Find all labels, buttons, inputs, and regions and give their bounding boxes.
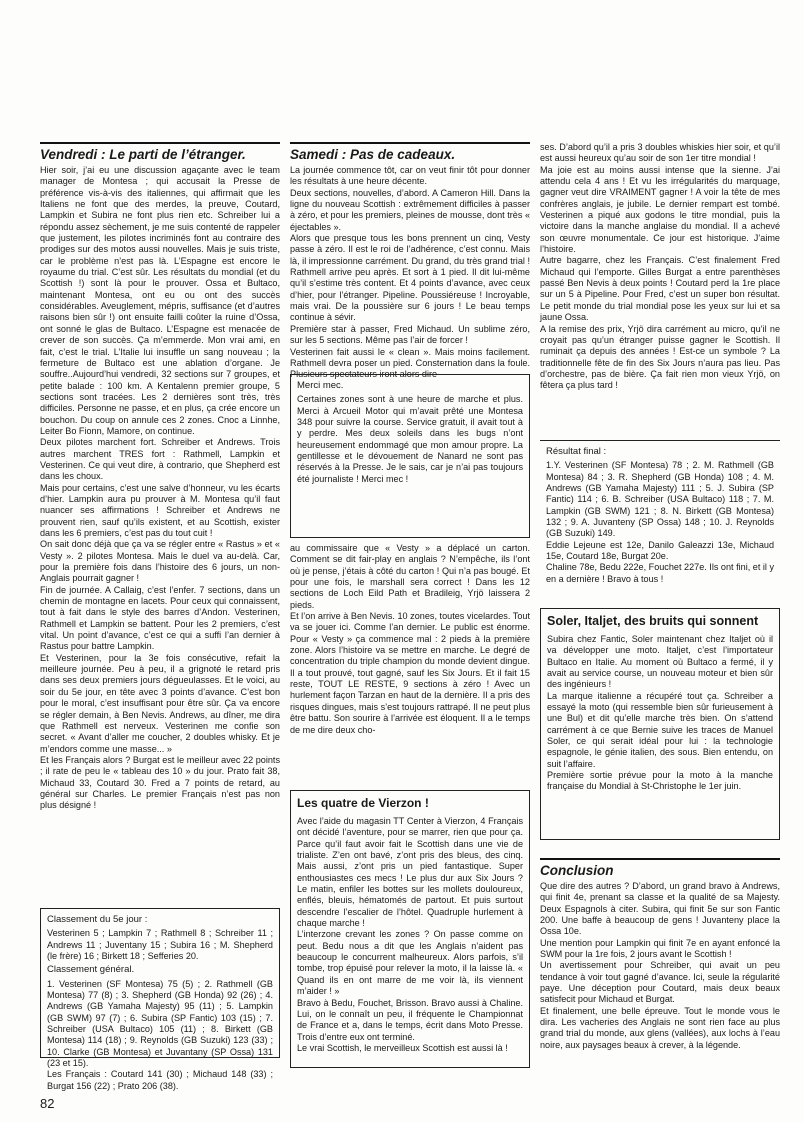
resultat-title: Résultat final : (546, 446, 607, 457)
paragraph: Mais pour certains, c’est une salve d’honneur, vu les écarts d’hier. Lampkin aura pu prouver à M. Montesa qu’il faut nuancer ses affirmations ! Schreiber et Andrews ne prouvent rien, sauf qu’ils existent, et au Scottish, exister dans les 6 premiers, c’est pas du tout cuit ! (40, 482, 280, 538)
merci-text: Certaines zones sont à une heure de marche et plus. Merci à Arcueil Motor qui m’avait prêté une Montesa 348 pour suivre la course. Service gratuit, il avait tout à y perdre. Mes deux soleils dans les bugs n’ont heureusement endommagé que mon amour propre. La gentillesse et le dévouement de Nanard ne sont pas réservés à la Presse. Je le sais, car je n’ai pas toujours été journaliste ! Merci mec ! (297, 394, 523, 484)
column-3 (540, 142, 780, 392)
soler-box (540, 608, 780, 840)
classement-box (40, 908, 280, 1091)
paragraph: Fin de journée. A Callaig, c’est l’enfer. 7 sections, dans un chemin de montagne en lacets. Pour ceux qui connaissent, tout à fait dans le style des barres d’Andon. Vesterinen, Rathmell et Lampkin se battent. Pour les 2 premiers, c’est vital. Un point d’avance, c’est ce qui a suffi l’an dernier à Rastus pour battre Lampkin. (40, 584, 280, 652)
paragraph: au commissaire que « Vesty » a déplacé un carton. Comment se dit fair-play en anglais ? N’empêche, ils l’ont où je pense, j’étais à côté du carton ! Qui n’a pas bougé. Et pour une fois, le marshall sera correct ! Dans les 12 sections de Loch Eild Path et Bradileig, Yrjö laissera 2 pieds. (290, 543, 530, 610)
vierzon-title: Les quatre de Vierzon ! (297, 796, 429, 810)
resultat-box (540, 440, 780, 594)
article-body-vendredi (40, 165, 280, 812)
paragraph: Le vrai Scottish, le merveilleux Scottish est aussi là ! (297, 1042, 508, 1053)
paragraph: Un avertissement pour Schreiber, qui avait un peu tendance à voir tout gagné d’avance. Ici, seule la régularité paye. Une déception pour Coutard, mais deux beaux satisfecit pour Michaud et Burgat. (540, 960, 780, 1005)
merci-title: Merci mec. (297, 380, 344, 391)
paragraph: La journée commence tôt, car on veut finir tôt pour donner les résultats à une heure décente. (290, 165, 530, 187)
page-number: 82 (40, 1096, 55, 1111)
paragraph: Ma joie est au moins aussi intense que la sienne. J’ai attendu cela 4 ans ! Et vu les irrégularités du marquage, gagner veut dire VRAIMENT gagner ! A voir la tête de mes confrères anglais, je jubile. Le dernier rempart est tombé. Vesterinen a piqué aux godons le titre mondial, puis la victoire dans la manche anglaise du mondial. Il a achevé son œuvre monumentale. Ce jour est historique. J’aime l’histoire. (540, 164, 780, 255)
vierzon-box (290, 790, 530, 1068)
paragraph: L’interzone crevant les zones ? On passe comme on peut. Bedu nous a dit que les Anglais n’aident pas beaucoup le concurrent malheureux. Alors parfois, s’il tombe, trop épuisé pour relever la moto, il la laisse là. « Quand ils en ont marre de me voir là, ils viennent m’aider ! » (297, 929, 523, 997)
paragraph: Que dire des autres ? D’abord, un grand bravo à Andrews, qui finit 4e, prenant sa classe et la qualité de sa Majesty. Deux Espagnols à citer. Subira, qui finit 5e sur son Fantic 200. Une baffe à beaucoup de gens ! Juvanteny place la Ossa 10e. (540, 881, 780, 937)
paragraph: Autre bagarre, chez les Français. C’est finalement Fred Michaud qui l’emporte. Gilles Burgat a entre parenthèses passé Ben Nevis à deux points ! Coutard perd la 1re place sur un 5 à Pipeline. Pour Fred, c’est un super bon résultat. Le petit monde du trial mondial pose les yeux sur lui et sa jaune Ossa. (540, 255, 780, 323)
paragraph: Alors que presque tous les bons prennent un cinq, Vesty passe à zéro. Il est le roi de l’adhérence, c’est connu. Mais là, il impressionne carrément. Du grand, du très grand trial ! Rathmell arrive peu après. Et sort à 1 pied. Il dit lui-même qu’il s’estime très content. Et 4 points d’avance, avec ceux d’hier, pour l’étranger. Pipeline. Poussiéreuse ! Incroyable, mais vrai. De la poussière sur 6 jours ! Le beau temps continue à sévir. (290, 233, 530, 323)
paragraph: Vesterinen fait aussi le « clean ». Mais moins facilement. Rathmell devra poser un pied. Consternation dans la foule. Plusieurs spectateurs iront alors dire (290, 346, 530, 380)
classement-day-text: Vesterinen 5 ; Lampkin 7 ; Rathmell 8 ; Schreiber 11 ; Andrews 11 ; Juventany 15 ; Subira 16 ; M. Shepherd (le frère) 16 ; Birkett 18 ; Sefferies 20. (47, 928, 273, 962)
paragraph: Et l’on arrive à Ben Nevis. 10 zones, toutes vicelardes. Tout va se jouer ici. Comme l’an dernier. Le public est énorme. Pour « Vesty » ça commence mal : 2 pieds à la première zone. Alors l’histoire va se mettre en marche. Le degré de concentration du triple champion du monde devient dingue. Il a tout prouvé, tout gagné, sauf les Six Jours. Et il fait 15 reste, TOUT LE RESTE, 9 sections à zéro ! Avec un hurlement façon Tarzan en haut de la dernière. Il a pris des risques dingues, mais s’est toujours rattrapé. Il ne peut plus être battu. Son sourire à l’arrivée est éloquent. Il a le temps de me dire deux cho- (290, 611, 530, 735)
paragraph: Et finalement, une belle épreuve. Tout le monde vous le dira. Les vacheries des Anglais ne sont rien face au plus grand trial du monde, aux glens (vallées), aux lochs à l’eau noire, aux paysages beaux à crever, à la légende. (540, 1005, 780, 1050)
merci-box (290, 374, 530, 538)
paragraph: A la remise des prix, Yrjö dira carrément au micro, qu’il ne croyait pas qu’un étranger puisse gagner le Scottish. Il ruminait ça depuis des années ! Est-ce un symbole ? La traditionnelle fête de fin des Six Jours n’aura pas lieu. Pas d’orchestre, pas de bière. Ça fait rien mon vieux Yrjö, on fêtera ça plus tard ! (540, 323, 780, 391)
paragraph: Première star à passer, Fred Michaud. Un sublime zéro, sur les 5 sections. Même pas l’air de forcer ! (290, 323, 530, 346)
resultat-text-3: Chaline 78e, Bedu 222e, Fouchet 227e. Ils ont fini, et il y en a dernière ! Bravo à tous ! (546, 562, 774, 584)
paragraph: Hier soir, j’ai eu une discussion agaçante avec le team manager de Montesa ; qui accusait la Presse de préférence vis-à-vis des italiennes, qui affirmait que les Italiens ne font que des merdes, la preuve, Coutard, Lampkin et Subira ne font plus rien etc. Schreiber lui a répondu assez sèchement, je me suis contenté de rappeler que justement, les pilotes incriminés font au contraire des prodiges sur des motos aussi nouvelles. Mais je suis triste, car le problème n’est pas là. L’Espagne est encore le royaume du trial. C’est sûr. Les résultats du mondial (et du Scottish !) sont là pour le prouver. Ossa et Bultaco, maintenant Montesa, ont eu ou ont des succès considérables. Aveuglement, mépris, suffisance (et d’autres raisons bien sûr !) ont ensuite failli coûter la ruine d’Ossa, ont sonné le glas de Bultaco. L’Espagne est menacée de crever de son succès. Ça m’emmerde. Mon vrai ami, en fait, c’est le trial. L’Italie lui insuffle un sang nouveau ; la fermeture de Bultaco est une ablation d’organe. Je souffre..Aujourd’hui vendredi, 32 sections sur 7 groupes, et petite balade : 100 km. A Kentalenn premier groupe, 5 sections sont tracées. Les 2 dernières sont très, très difficiles. Personne ne passe, et en plus, ça crée encore un bouchon. Du coup on annule ces 2 zones. Cnoc a Linnhe, Leiter Bo Fionn, Mamore, on continue. (40, 165, 280, 436)
column-3-conclusion (540, 858, 780, 1051)
paragraph: Et Vesterinen, pour la 3e fois consécutive, refait la meilleure journée. Peu à peu, il a grignoté le retard pris dans ses deux premiers jours dégueulasses. Et le voici, au soir du 5e jour, en tête avec 3 points d’avance. C’est bon pour le moral, c’est insuffisant pour être sûr. Ça va encore se régler demain, à Ben Nevis. Andrews, au dîner, me dira que Rathmell est nerveux. Vesterinen me confie son secret. « Avant d’aller me coucher, 2 doubles whisky. Et je m’endors comme une masse... » (40, 652, 280, 754)
classement-general-title: Classement général. (47, 964, 135, 976)
classement-title: Classement du 5e jour : (47, 914, 148, 925)
column-2 (290, 142, 530, 381)
article-body-conclusion (540, 881, 780, 1051)
paragraph: ses. D’abord qu’il a pris 3 doubles whiskies hier soir, et qu’il est aussi heureux qu’au soir de son 1er titre mondial ! (540, 142, 780, 164)
paragraph: Subira chez Fantic, Soler maintenant chez Italjet où il va développer une moto. Italjet, c’est l’importateur Bultaco en Italie. Au moment où Bultaco a fermé, il y avait au service course, un nouveau moteur et bien sûr des ingénieurs ! (547, 634, 773, 690)
resultat-text: 1.Y. Vesterinen (SF Montesa) 78 ; 2. M. Rathmell (GB Montesa) 84 ; 3. R. Shepherd (GB Honda) 108 ; 4. M. Andrews (GB Yamaha Majesty) 111 ; 5. J. Subira (SP Fantic) 114 ; 6. B. Schreiber (USA Bultaco) 118 ; 7. M. Lampkin (GB SWM) 121 ; 8. N. Birkett (GB Montesa) 132 ; 9. A. Juvanteny (SP Ossa) 148 ; 10. J. Reynolds (GB Suzuki) 149. (546, 460, 774, 539)
paragraph: Première sortie prévue pour la moto à la manche française du Mondial à St-Christophe le 1er juin. (547, 770, 773, 792)
classement-french-text: Les Français : Coutard 141 (30) ; Michaud 148 (33) ; Burgat 156 (22) ; Prato 206 (38). (47, 1069, 273, 1091)
classement-general-text: 1. Vesterinen (SF Montesa) 75 (5) ; 2. Rathmell (GB Montesa) 77 (8) ; 3. Shepherd (GB Honda) 92 (26) ; 4. Andrews (GB Yamaha Majesty) 95 (11) ; 5. Lampkin (GB SWM) 97 (7) ; 6. Subira (SP Fantic) 103 (15) ; 7. Schreiber (USA Bultaco) 105 (11) ; 8. Birkett (GB Montesa) 114 (18) ; 9. Reynolds (GB Suzuki) 123 (33) ; 10. Clarke (GB Montesa) et Juvantany (SP Ossa) 131 (23 et 15). (47, 978, 273, 1069)
paragraph: On sait donc déjà que ça va se régler entre « Rastus » et « Vesty ». 2 pilotes Montesa. Mais le duel va au-delà. Car, pour la première fois dans l’histoire des 6 jours, un non-Anglais pourrait gagner ! (40, 539, 280, 584)
paragraph: Une mention pour Lampkin qui finit 7e en ayant enfoncé la SWM pour la 1re fois, 2 jours avant le Scottish ! (540, 937, 780, 960)
column-1 (40, 142, 280, 812)
section-heading-vendredi: Vendredi : Le parti de l’étranger. (40, 142, 280, 162)
column-2-continued (290, 543, 530, 736)
resultat-text-2: Eddie Lejeune est 12e, Danilo Galeazzi 13e, Michaud 15e, Coutard 18e, Burgat 20e. (546, 539, 774, 562)
paragraph: Bravo à Bedu, Fouchet, Brisson. Bravo aussi à Chaline. Lui, on le connaît un peu, il fréquente le Championnat de France et a, dans le temps, écrit dans Moto Presse. Trois d’entre eux ont terminé. (297, 997, 523, 1042)
paragraph: Et les Français alors ? Burgat est le meilleur avec 22 points ; il rate de peu le « tableau des 10 » du jour. Prato fait 38, Michaud 33, Coutard 30. Fred a 7 points de retard, au général sur Charles. Le premier Français n’est pas non plus désigné ! (40, 754, 280, 811)
article-body-samedi (290, 165, 530, 381)
paragraph: Avec l’aide du magasin TT Center à Vierzon, 4 Français ont décidé l’aventure, pour se marrer, rien que pour ça. Parce qu’il faut avoir fait le Scottish dans une vie de trialiste. Z’en ont bavé, z’ont pris des bleus, des cinq. Mais aussi, z’ont pris un pied fantastique. Super enthousiastes ces mecs ! Le plus dur aux Six Jours ? Le matin, enfiler les bottes sur les mollets douloureux, enflés, bleuis, hématomés de partout. Et puis surtout descendre l’escalier de l’hôtel. Quadruple hurlement à chaque marche ! (297, 816, 523, 929)
paragraph: Deux pilotes marchent fort. Schreiber et Andrews. Trois autres marchent TRES fort : Rathmell, Lampkin et Vesterinen. Ce qui veut dire, à contrario, que Shepherd est dans les choux. (40, 437, 280, 482)
paragraph: La marque italienne a récupéré tout ça. Schreiber a essayé la moto (qui ressemble bien sûr furieusement à une Bul) et dit qu’elle marche très bien. On s’attend carrément à ce que Bernie suive les traces de Manuel Soler, ce qui serait idéal pour lui : la technologie espagnole, le génie italien, des sous. Bien entendu, on suit l’affaire. (547, 690, 773, 769)
soler-title: Soler, Italjet, des bruits qui sonnent (547, 614, 759, 628)
section-heading-conclusion: Conclusion (540, 858, 780, 878)
paragraph: Deux sections, nouvelles, d’abord. A Cameron Hill. Dans la ligne du nouveau Scottish : extrêmement difficiles à passer à zéro, et pour les premiers, pleines de mousse, dont très « éjectables ». (290, 187, 530, 232)
section-heading-samedi: Samedi : Pas de cadeaux. (290, 142, 530, 162)
